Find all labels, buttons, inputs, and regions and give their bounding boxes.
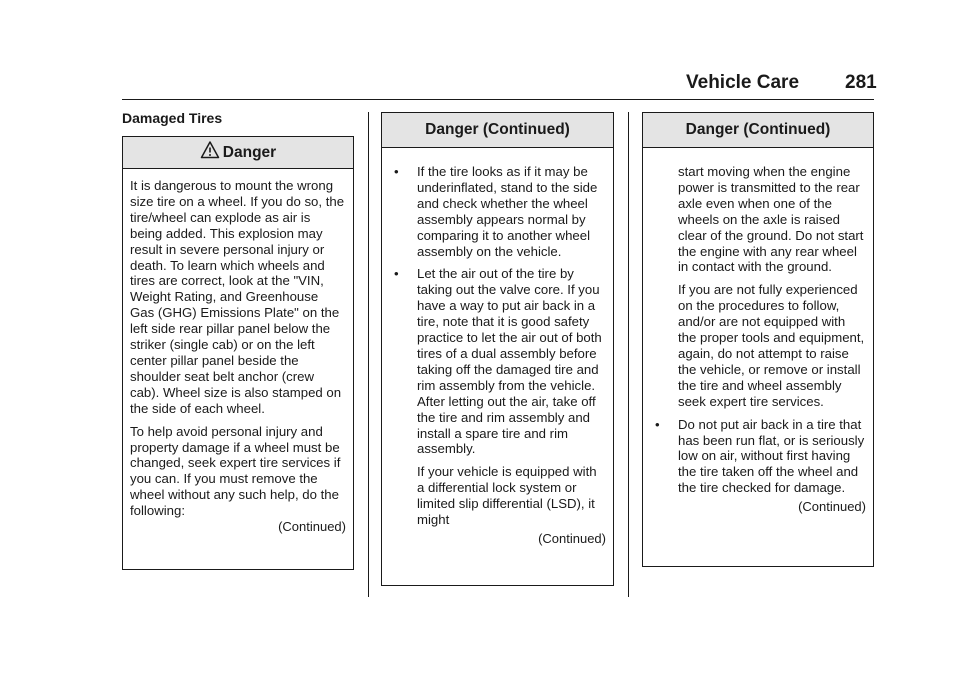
running-header-title: Vehicle Care — [686, 72, 800, 93]
bullet-text: Let the air out of the tire by taking out the valve core. If you have a way to put air back in a tire, note that it is good safety practice to let the air out of both tires of a dual assembly before taking off the damaged tire and rim assembly from the vehicle. After letting out the air, take off the tire and rim assembly and install a spare tire and rim assembly. — [417, 266, 602, 457]
header-divider — [122, 99, 874, 100]
danger-box-3-paragraph-1: start moving when the engine power is transmitted to the rear axle even when one of the wheels on the axle is raised clear of the ground. Do not start the engine with any rear wheel in contact with the ground. — [678, 164, 864, 275]
warning-icon — [200, 140, 220, 160]
danger-box-2-body — [382, 148, 613, 547]
continued-label: (Continued) — [798, 499, 866, 515]
bullet-text: Do not put air back in a tire that has been run flat, or is seriously low on air, without first having the tire taken off the wheel and the tire checked for damage. — [678, 416, 865, 496]
danger-box-1-paragraph-1: It is dangerous to mount the wrong size tire on a wheel. If you do so, the tire/wheel can explode as air is being added. This explosion may result in severe personal injury or death. To learn which wheels and tires are correct, look at the "VIN, Weight Rating, and Greenhouse Gas (GHG) Emissions Plate" on the left side rear pillar panel below the striker (single cab) or on the left center pillar panel beside the shoulder seat belt anchor (crew cab). Wheel size is also stamped on the side of each wheel. — [130, 178, 345, 416]
danger-box-2 — [381, 112, 614, 586]
column-divider-right — [628, 112, 629, 597]
danger-box-2-bullet-2 — [389, 266, 606, 457]
danger-box-2-bullet-1 — [389, 164, 606, 259]
danger-box-2-followup: If your vehicle is equipped with a differential lock system or limited slip differential (LSD), it might — [417, 464, 597, 528]
column-divider-left — [368, 112, 369, 597]
section-heading: Damaged Tires — [122, 110, 223, 126]
danger-box-3-header: Danger (Continued) — [643, 113, 873, 148]
danger-box-3-bullet-1 — [650, 417, 866, 497]
danger-box-1-body — [123, 169, 353, 535]
danger-box-1-title: Danger — [222, 144, 277, 161]
bullet-marker: • — [394, 266, 399, 282]
danger-box-3 — [642, 112, 874, 567]
bullet-marker: • — [655, 416, 660, 432]
continued-label: (Continued) — [538, 530, 606, 546]
continued-label: (Continued) — [278, 519, 346, 535]
danger-box-3-paragraph-2: If you are not fully experienced on the procedures to follow, and/or are not equipped with the proper tools and equipment, again, do not attempt to raise the vehicle, or remove or install the tire and wheel assembly seek expert tire services. — [678, 282, 865, 409]
danger-box-3-body — [643, 148, 873, 515]
danger-box-1-header — [123, 137, 353, 169]
danger-box-2-header: Danger (Continued) — [382, 113, 613, 148]
danger-box-1 — [122, 136, 354, 570]
bullet-marker: • — [394, 164, 399, 179]
danger-box-1-paragraph-2: To help avoid personal injury and property damage if a wheel must be changed, seek expert tire services if you can. If you must remove the wheel without any such help, do the following: — [130, 423, 341, 519]
page-number: 281 — [845, 72, 877, 93]
bullet-text: If the tire looks as if it may be underinflated, stand to the side and check whether the wheel assembly appears normal by comparing it to another wheel assembly on the vehicle. — [417, 164, 598, 259]
